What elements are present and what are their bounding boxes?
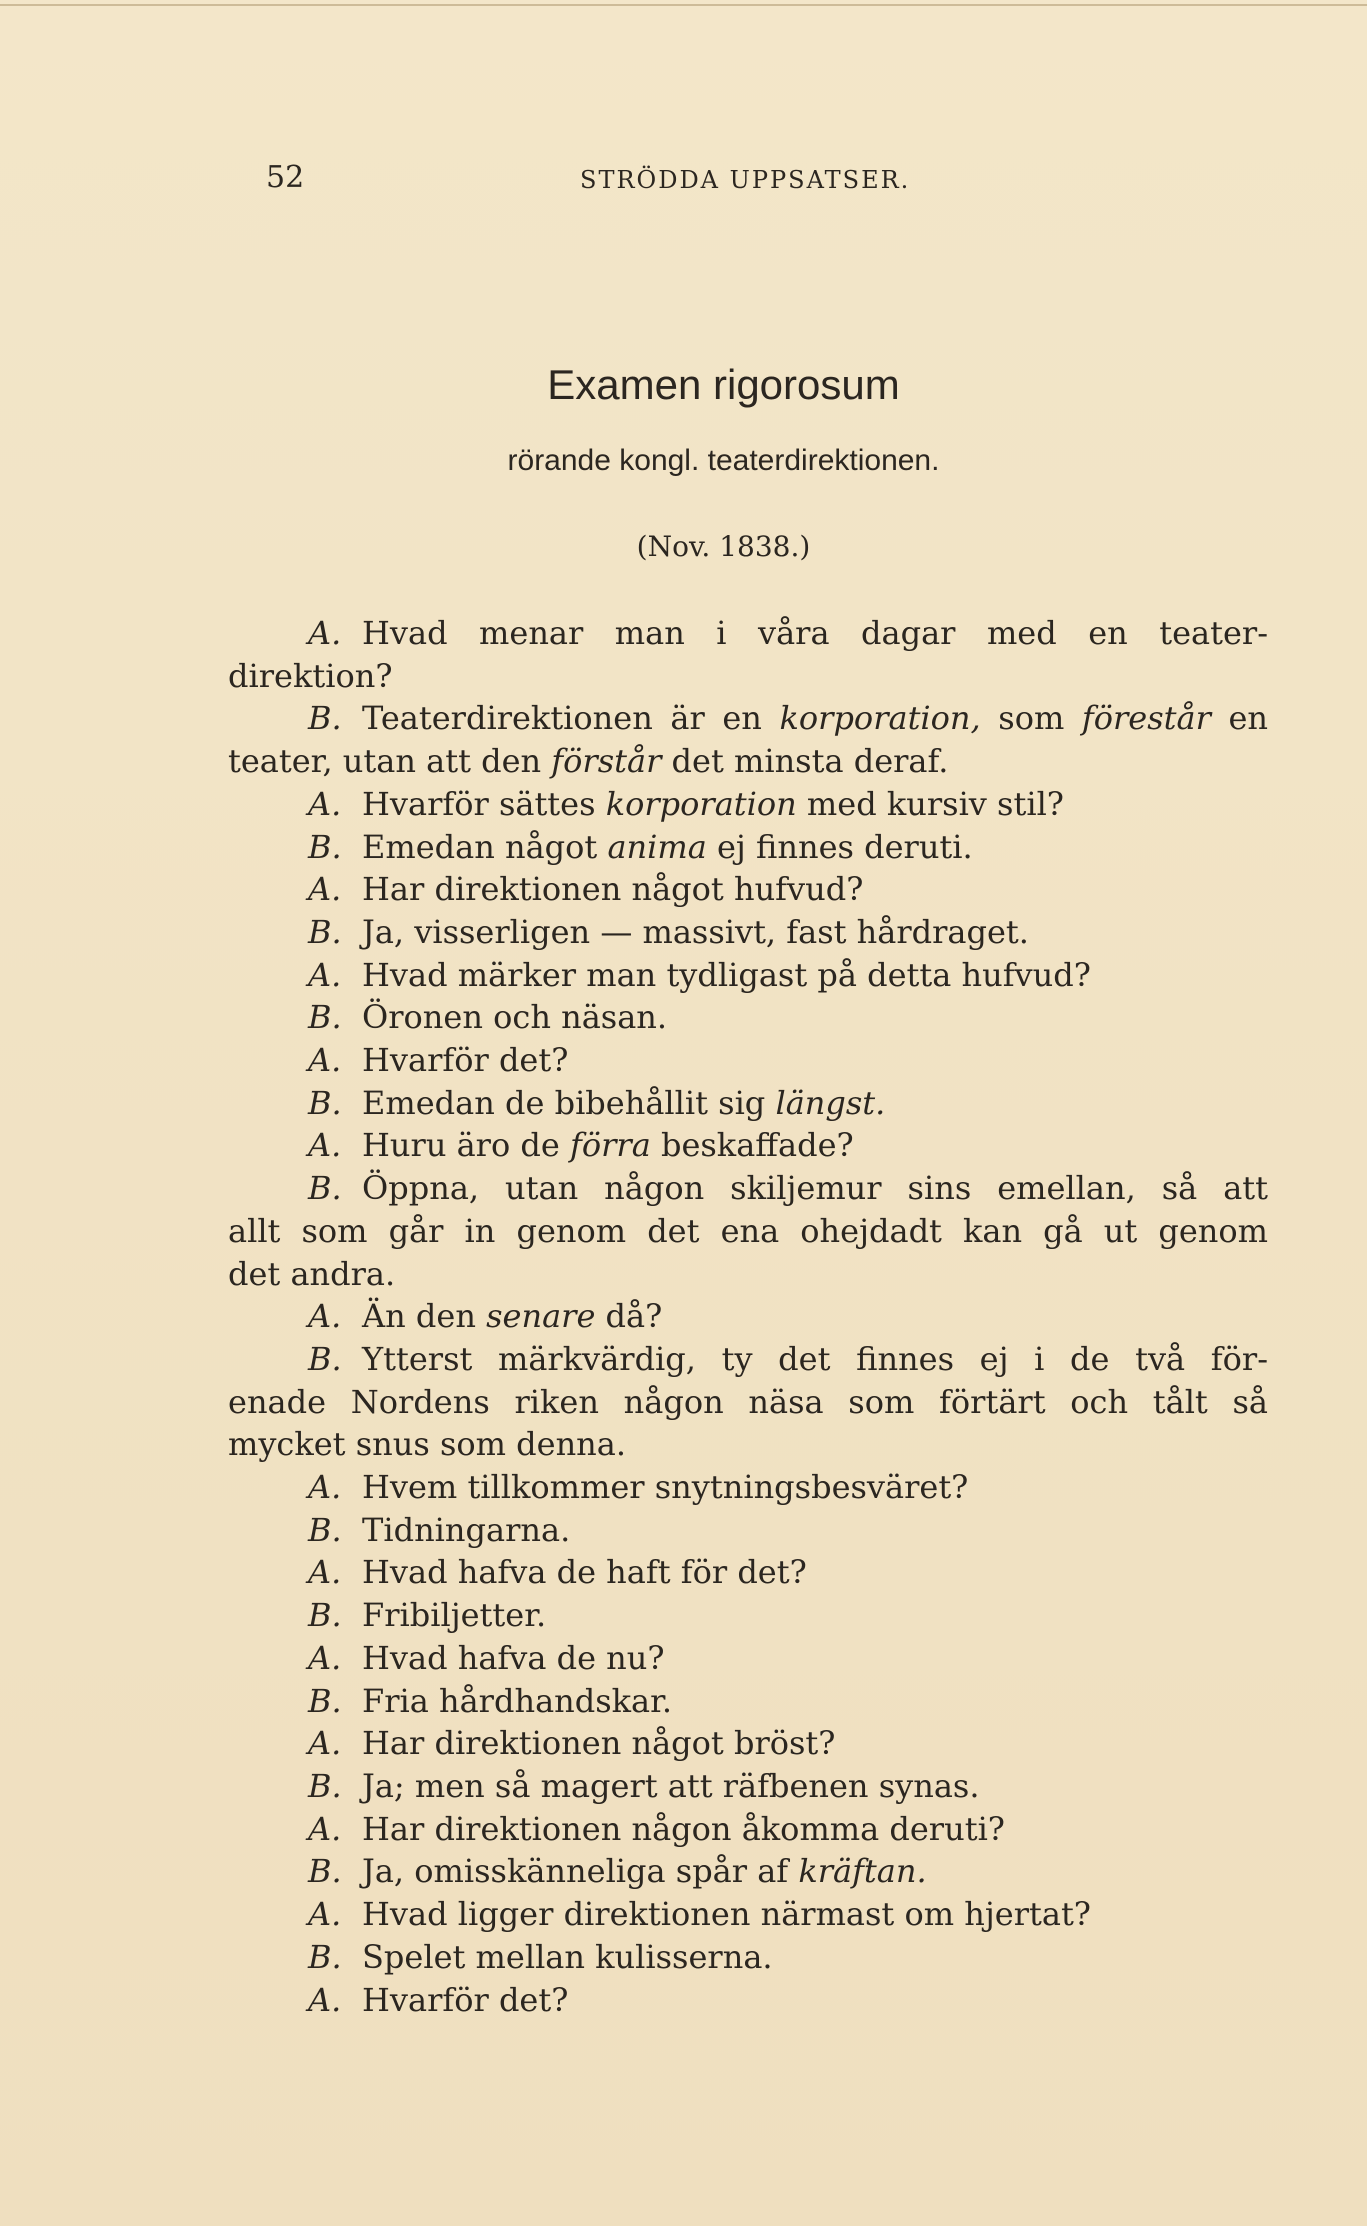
speaker-label: B.	[308, 699, 342, 738]
dialogue-line: B. Öronen och näsan.	[228, 996, 1268, 1039]
speaker-label: B.	[308, 1937, 342, 1976]
dialogue-line: B. Tidningarna.	[228, 1509, 1268, 1552]
speaker-label: B.	[308, 912, 342, 951]
speaker-label: A.	[308, 955, 342, 994]
dialogue-line: B. Ja, visserligen — massivt, fast hårdraget.	[228, 911, 1268, 954]
speaker-label: B.	[308, 1852, 342, 1891]
dialogue-line: A. Har direktionen något bröst?	[228, 1722, 1268, 1765]
dialogue-line: A. Hvarför det?	[228, 1979, 1268, 2022]
speaker-label: A.	[308, 1553, 342, 1592]
speaker-label: A.	[308, 1895, 342, 1934]
dialogue-line: B. Spelet mellan kulisserna.	[228, 1936, 1268, 1979]
dialogue-line: A. Hvarför sättes korporation med kursiv stil?	[228, 783, 1268, 826]
dialogue-line: allt som går in genom det ena ohejdadt kan gå ut genom	[228, 1211, 1268, 1250]
speaker-label: A.	[308, 1041, 342, 1080]
page-top-edge	[0, 4, 1367, 6]
speaker-label: A.	[308, 870, 342, 909]
dialogue-line: B. Ytterst märkvärdig, ty det finnes ej i de två för-	[308, 1338, 1268, 1381]
speaker-label: B.	[308, 1766, 342, 1805]
speaker-label: A.	[308, 1638, 342, 1677]
speaker-label: A.	[308, 784, 342, 823]
dialogue-line: A. Hvarför det?	[228, 1039, 1268, 1082]
speaker-label: A.	[308, 614, 342, 652]
speaker-label: B.	[308, 1596, 342, 1635]
speaker-label: B.	[308, 1339, 342, 1378]
speaker-label: B.	[308, 827, 342, 866]
speaker-label: A.	[308, 1126, 342, 1165]
dialogue-line: B. Teaterdirektionen är en korporation, som förestår en	[308, 697, 1268, 740]
running-head: STRÖDDA UPPSATSER.	[580, 166, 911, 194]
dialogue-line: A. Har direktionen någon åkomma deruti?	[228, 1808, 1268, 1851]
speaker-label: A.	[308, 1809, 342, 1848]
speaker-label: B.	[308, 1681, 342, 1720]
article-title: Examen rigorosum	[547, 361, 900, 408]
speaker-label: A.	[308, 1297, 342, 1336]
dialogue-line: mycket snus som denna.	[228, 1425, 627, 1464]
speaker-label: A.	[308, 1468, 342, 1507]
dialogue-line: A. Hvad ligger direktionen närmast om hjertat?	[228, 1893, 1268, 1936]
speaker-label: A.	[308, 1980, 342, 2019]
speaker-label: A.	[308, 1724, 342, 1763]
dialogue-line: A. Hvem tillkommer snytningsbesväret?	[228, 1466, 1268, 1509]
dialogue-line: A. Huru äro de förra beskaffade?	[228, 1124, 1268, 1167]
dialogue-line: B. Ja, omisskänneliga spår af kräftan.	[228, 1850, 1268, 1893]
dialogue-line: A. Hvad hafva de nu?	[228, 1637, 1268, 1680]
speaker-label: B.	[308, 1510, 342, 1549]
dialogue-line: B. Fribiljetter.	[228, 1594, 1268, 1637]
page-number: 52	[266, 160, 305, 195]
dialogue-line: A. Hvad menar man i våra dagar med en teater-	[308, 612, 1268, 655]
speaker-label: B.	[308, 1083, 342, 1122]
dialogue-line: B. Öppna, utan någon skiljemur sins emellan, så att	[308, 1167, 1268, 1210]
speaker-label: B.	[308, 998, 342, 1037]
speaker-label: B.	[308, 1169, 342, 1208]
dialogue-line: det andra.	[228, 1254, 396, 1293]
dialogue-line: A. Har direktionen något hufvud?	[228, 868, 1268, 911]
dialogue-line: B. Emedan något anima ej finnes deruti.	[228, 826, 1268, 869]
article-subtitle: rörande kongl. teaterdirektionen.	[507, 444, 940, 477]
dialogue-body	[228, 612, 1268, 2021]
dialogue-line: teater, utan att den förstår det minsta deraf.	[228, 742, 949, 781]
dialogue-line: direktion?	[228, 656, 393, 695]
dialogue-line: enade Nordens riken någon näsa som förtärt och tålt så	[228, 1382, 1268, 1421]
dialogue-line: A. Än den senare då?	[228, 1295, 1268, 1338]
dialogue-line: B. Fria hårdhandskar.	[228, 1680, 1268, 1723]
dialogue-line: A. Hvad hafva de haft för det?	[228, 1551, 1268, 1594]
dialogue-line: A. Hvad märker man tydligast på detta hufvud?	[228, 954, 1268, 997]
dialogue-line: B. Ja; men så magert att räfbenen synas.	[228, 1765, 1268, 1808]
article-date: (Nov. 1838.)	[636, 530, 811, 563]
dialogue-line: B. Emedan de bibehållit sig längst.	[228, 1082, 1268, 1125]
page-header	[0, 158, 1367, 198]
